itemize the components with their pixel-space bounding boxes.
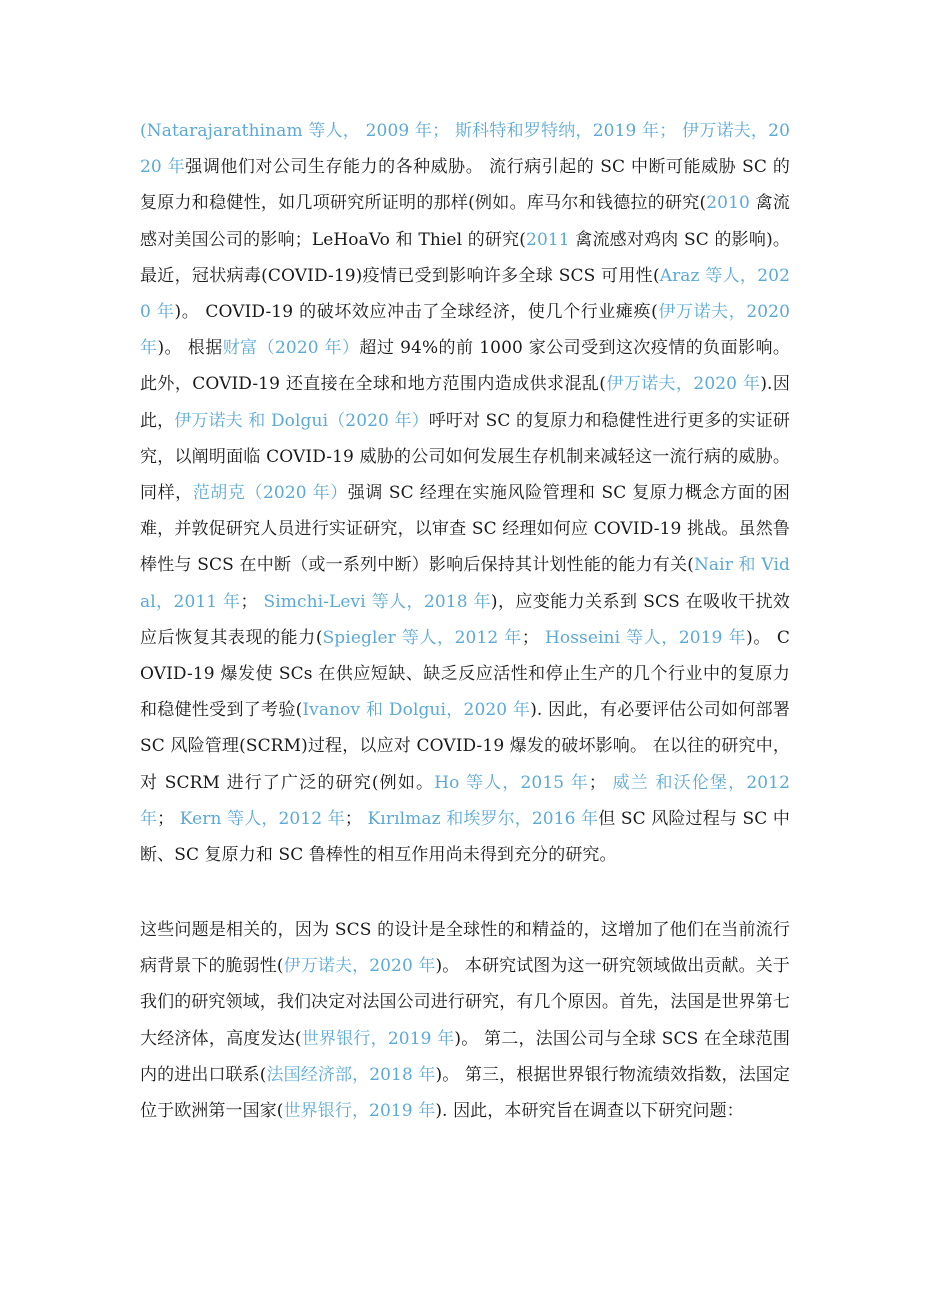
- body-text: 禽流感对美国公司的影响；LeHoaVo 和 Thiel 的研究(: [140, 193, 790, 250]
- citation-link[interactable]: 2011: [526, 229, 570, 250]
- body-text: 禽流感对鸡肉 SC 的影响)。最近，冠状病毒(COVID-19)疫情已受到影响许多全球 SCS 可用性(: [140, 229, 790, 286]
- body-text: )，应变能力关系到 SCS 在吸收干扰效应后恢复其表现的能力(: [140, 591, 791, 648]
- citation-link[interactable]: 伊万诺夫，2020 年: [140, 302, 790, 359]
- citation-link[interactable]: Nair 和 Vidal，2011 年: [140, 555, 790, 612]
- citation-link[interactable]: Ho 等人，2015 年: [434, 772, 589, 793]
- body-text: 但 SC 风险过程与 SC 中断、SC 复原力和 SC 鲁棒性的相互作用尚未得到充分的研究。: [140, 808, 790, 866]
- body-text: ). 因此，本研究旨在调查以下研究问题：: [435, 1101, 744, 1122]
- citation-link[interactable]: 威兰 和沃伦堡，2012 年: [140, 772, 790, 829]
- body-text: )。 第三，根据世界银行物流绩效指数，法国定位于欧洲第一国家(: [140, 1064, 790, 1122]
- body-text: ；: [521, 627, 545, 648]
- citation-link[interactable]: 2010: [706, 193, 750, 214]
- body-text: ；: [588, 772, 613, 793]
- body-text: ).因此，: [140, 374, 790, 431]
- citation-link[interactable]: Kern 等人，2012 年: [179, 808, 345, 829]
- citation-link[interactable]: Hosseini 等人，2019 年: [544, 627, 747, 648]
- body-text: )。 第二，法国公司与全球 SCS 在全球范围内的进出口联系(: [140, 1028, 790, 1085]
- body-text: ；: [157, 808, 180, 829]
- paragraph-1: [140, 113, 790, 873]
- citation-link[interactable]: 伊万诺夫，2020 年: [606, 374, 761, 395]
- citation-link[interactable]: 范胡克（2020 年）: [192, 483, 348, 504]
- citation-link[interactable]: Simchi-Levi 等人，2018 年: [263, 591, 491, 612]
- body-text: 强调 SC 经理在实施风险管理和 SC 复原力概念方面的困难，并敦促研究人员进行实证研究，以审查 SC 经理如何应 COVID-19 挑战。虽然鲁棒性与 SCS 在中断（或一系列中断）影响后保持其计划性能的能力有关(: [140, 483, 790, 576]
- body-text: 呼吁对 SC 的复原力和稳健性进行更多的实证研究，以阐明面临 COVID-19 威胁的公司如何发展生存机制来减轻这一流行病的威胁。 同样，: [140, 410, 790, 504]
- citation-link[interactable]: 世界银行，2019 年: [283, 1101, 436, 1122]
- citation-link[interactable]: 财富（2020 年）: [222, 338, 360, 359]
- citation-link[interactable]: 伊万诺夫 和 Dolgui（2020 年）: [174, 410, 429, 431]
- citation-link[interactable]: 世界银行，2019 年: [301, 1028, 455, 1049]
- body-text: 强调他们对公司生存能力的各种威胁。 流行病引起的 SC 中断可能威胁 SC 的复原力和稳健性，如几项研究所证明的那样(例如。库马尔和钱德拉的研究(: [140, 157, 790, 214]
- citation-link[interactable]: Spiegler 等人，2012 年: [322, 627, 522, 648]
- body-text: )。 COVID-19 的破坏效应冲击了全球经济，使几个行业瘫痪(: [174, 302, 658, 323]
- body-text: ；: [240, 591, 264, 612]
- body-text: ). 因此，有必要评估公司如何部署 SC 风险管理(SCRM)过程，以应对 COVID-19 爆发的破坏影响。 在以往的研究中，对 SCRM 进行了广泛的研究(例如。: [140, 700, 790, 793]
- citation-link[interactable]: Ivanov 和 Dolgui，2020 年: [302, 700, 531, 721]
- body-text: 超过 94%的前 1000 家公司受到这次疫情的负面影响。 此外，COVID-19 还直接在全球和地方范围内造成供求混乱(: [140, 338, 790, 395]
- body-text: )。 根据: [157, 338, 223, 359]
- body-text: )。 COVID-19 爆发使 SCs 在供应短缺、缺乏反应活性和停止生产的几个行业中的复原力和稳健性受到了考验(: [140, 627, 790, 721]
- citation-link[interactable]: 伊万诺夫，2020 年: [283, 956, 436, 977]
- citation-link[interactable]: Araz 等人，2020 年: [140, 265, 790, 323]
- citation-link[interactable]: Kırılmaz 和埃罗尔，2016 年: [367, 808, 599, 829]
- body-text: 这些问题是相关的，因为 SCS 的设计是全球性的和精益的，这增加了他们在当前流行病背景下的脆弱性(: [140, 920, 790, 977]
- paragraph-2: [140, 912, 790, 1129]
- body-text: ；: [344, 808, 368, 829]
- citation-link[interactable]: (Natarajarathinam 等人， 2009 年； 斯科特和罗特纳，2019 年； 伊万诺夫，2020 年: [140, 121, 790, 178]
- body-text: )。 本研究试图为这一研究领域做出贡献。关于我们的研究领域，我们决定对法国公司进行研究，有几个原因。首先，法国是世界第七大经济体，高度发达(: [140, 956, 790, 1049]
- citation-link[interactable]: 法国经济部，2018 年: [266, 1064, 436, 1085]
